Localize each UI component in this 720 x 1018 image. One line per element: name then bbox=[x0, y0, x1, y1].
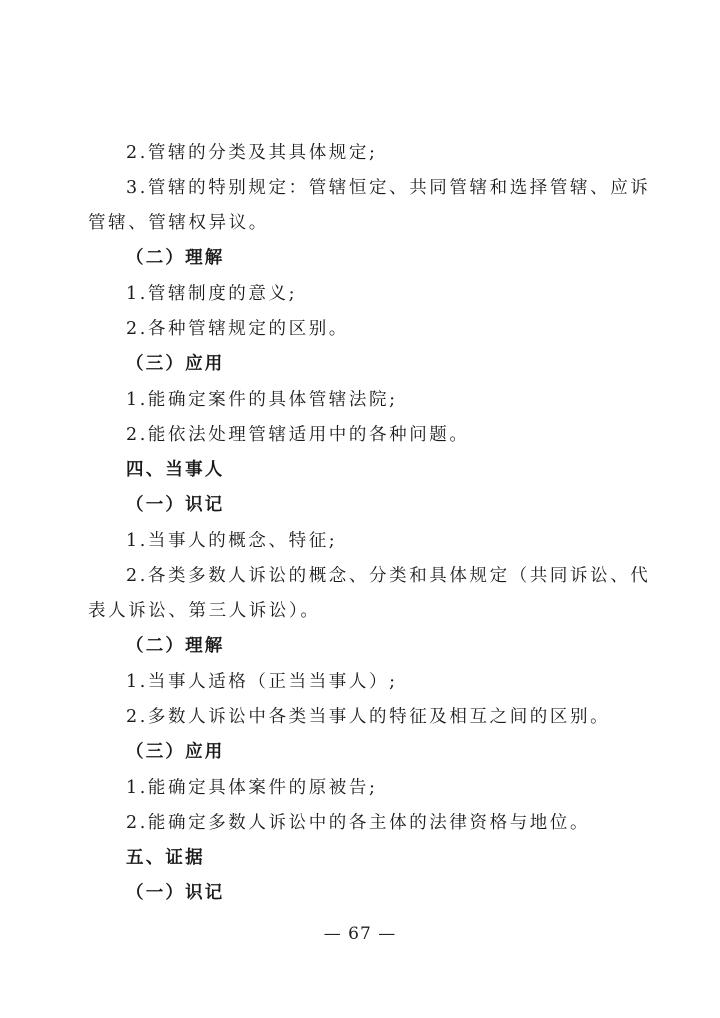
chapter-heading: 五、证据 bbox=[126, 848, 205, 868]
text-line: 2.各类多数人诉讼的概念、分类和具体规定（共同诉讼、代 bbox=[126, 566, 651, 586]
text-line: 1.能确定具体案件的原被告; bbox=[126, 778, 378, 798]
text-line: 2.多数人诉讼中各类当事人的特征及相互之间的区别。 bbox=[126, 707, 611, 727]
section-heading: （二）理解 bbox=[126, 248, 225, 268]
text-line: 2.管辖的分类及其具体规定; bbox=[126, 143, 378, 163]
section-heading: （一）识记 bbox=[126, 495, 225, 515]
text-line: 3.管辖的特别规定：管辖恒定、共同管辖和选择管辖、应诉 bbox=[126, 178, 651, 198]
section-heading: （二）理解 bbox=[126, 636, 225, 656]
section-heading: （三）应用 bbox=[126, 354, 225, 374]
section-heading: （一）识记 bbox=[126, 883, 225, 903]
text-line: 2.能依法处理管辖适用中的各种问题。 bbox=[126, 425, 470, 445]
text-line: 表人诉讼、第三人诉讼）。 bbox=[88, 601, 321, 621]
text-line: 1.能确定案件的具体管辖法院; bbox=[126, 390, 398, 410]
chapter-heading: 四、当事人 bbox=[126, 460, 225, 480]
text-line: 1.当事人的概念、特征; bbox=[126, 531, 338, 551]
text-line: 2.各种管辖规定的区别。 bbox=[126, 319, 349, 339]
page-number: — 67 — bbox=[323, 924, 397, 944]
text-line: 管辖、管辖权异议。 bbox=[88, 213, 269, 233]
text-line: 1.当事人适格（正当当事人）; bbox=[126, 672, 398, 692]
section-heading: （三）应用 bbox=[126, 742, 225, 762]
text-line: 1.管辖制度的意义; bbox=[126, 284, 298, 304]
text-line: 2.能确定多数人诉讼中的各主体的法律资格与地位。 bbox=[126, 813, 591, 833]
